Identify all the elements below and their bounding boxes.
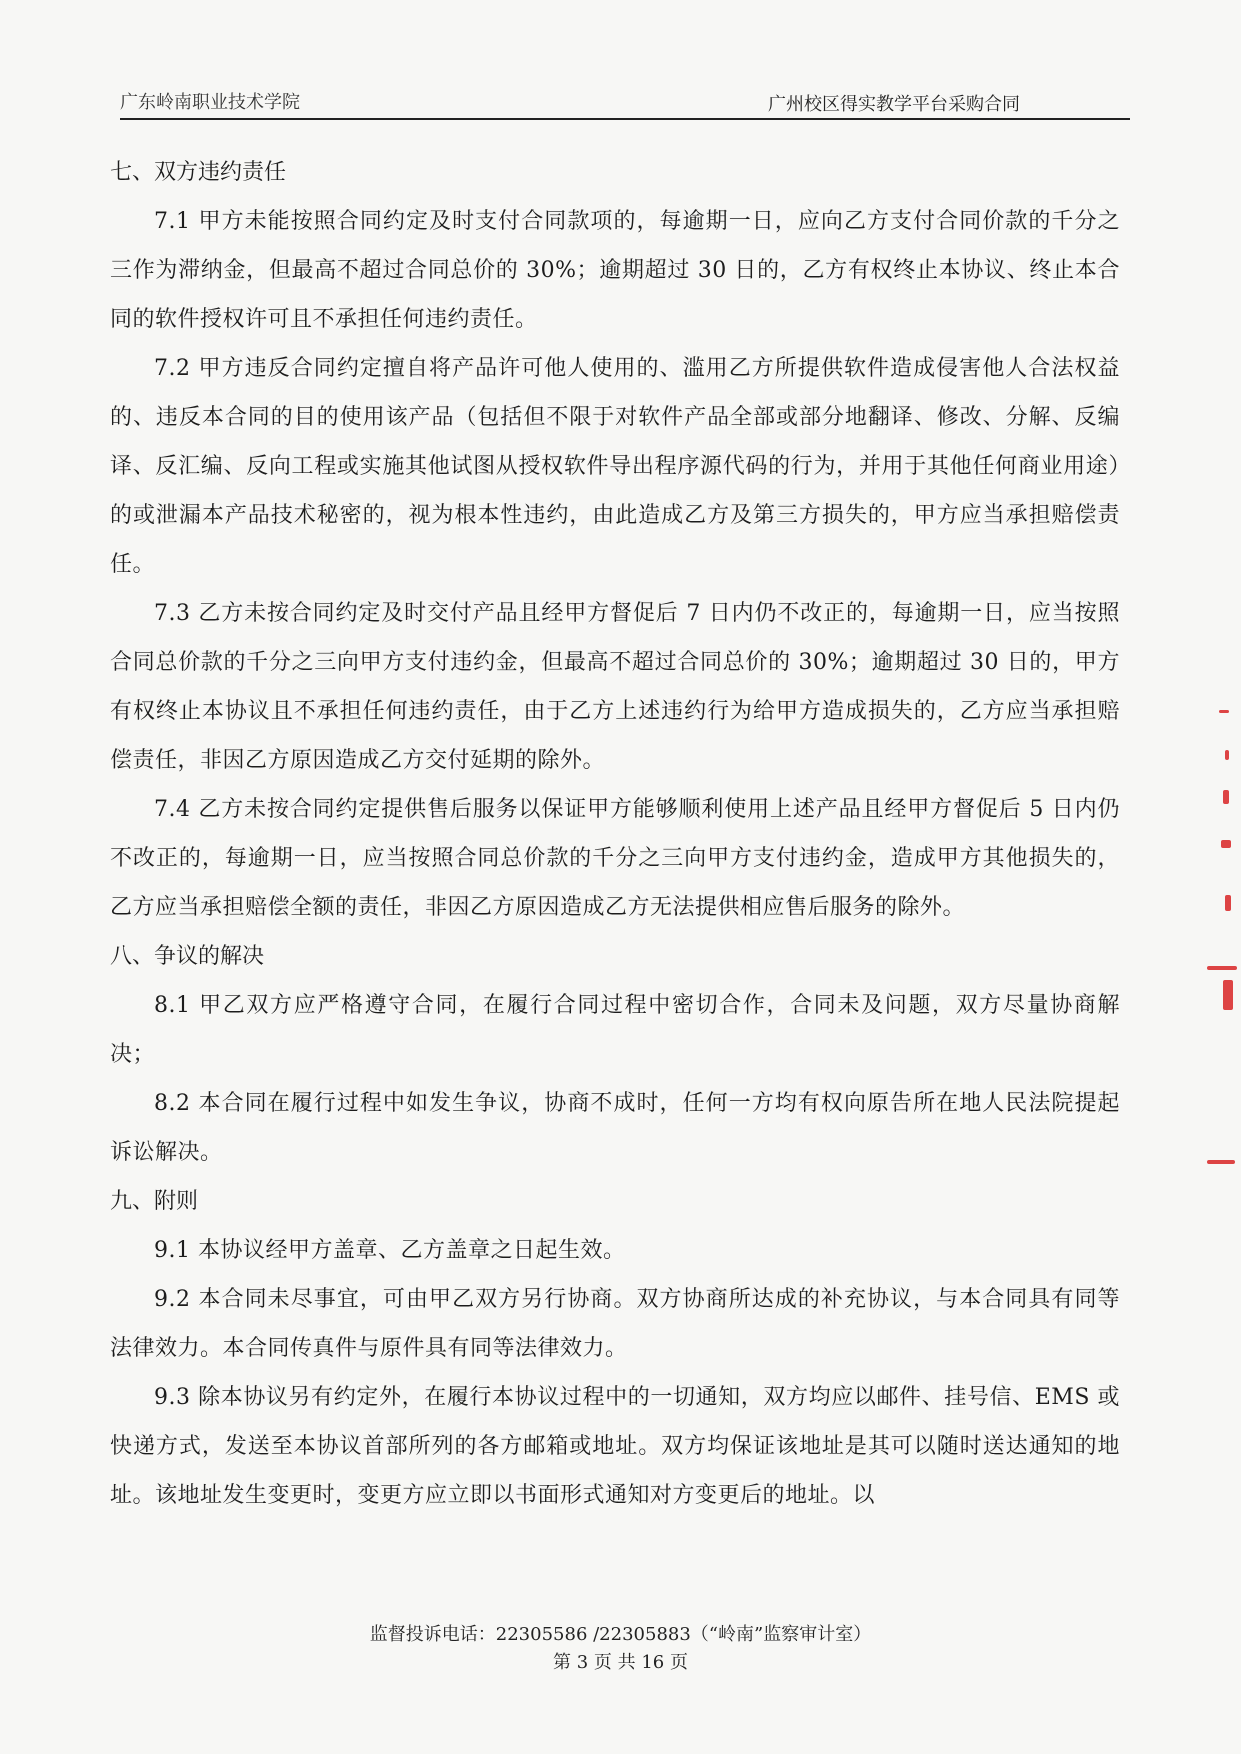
contract-title: 广州校区得实教学平台采购合同 xyxy=(768,94,1020,115)
seal-edge-marks xyxy=(1201,690,1241,1290)
clause-8-2: 8.2 本合同在履行过程中如发生争议，协商不成时，任何一方均有权向原告所在地人民法院提起诉讼解决。 xyxy=(110,1091,1120,1165)
clause-9-2: 9.2 本合同未尽事宜，可由甲乙双方另行协商。双方协商所达成的补充协议，与本合同具有同等法律效力。本合同传真件与原件具有同等法律效力。 xyxy=(110,1287,1120,1361)
clause-7-3: 7.3 乙方未按合同约定及时交付产品且经甲方督促后 7 日内仍不改正的，每逾期一日，应当按照合同总价款的千分之三向甲方支付违约金，但最高不超过合同总价的 30%；逾期超过 30 日的，甲方有权终止本协议且不承担任何违约责任，由于乙方上述违约行为给甲方造成损失的，乙方应当承担赔偿责任，非因乙方原因造成乙方交付延期的除外。 xyxy=(110,601,1120,773)
section-title: 七、双方违约责任 xyxy=(110,160,287,185)
clause-7-4: 7.4 乙方未按合同约定提供售后服务以保证甲方能够顺利使用上述产品且经甲方督促后 5 日内仍不改正的，每逾期一日，应当按照合同总价款的千分之三向甲方支付违约金，造成甲方其他损失的，乙方应当承担赔偿全额的责任，非因乙方原因造成乙方无法提供相应售后服务的除外。 xyxy=(110,797,1120,920)
section-title: 八、争议的解决 xyxy=(110,944,265,969)
section-title: 九、附则 xyxy=(110,1189,199,1214)
clause-8-1: 8.1 甲乙双方应严格遵守合同，在履行合同过程中密切合作，合同未及问题，双方尽量协商解决； xyxy=(110,993,1120,1067)
complaint-hotline: 监督投诉电话：22305586 /22305883（“岭南”监察审计室） xyxy=(369,1624,872,1645)
section-dispute xyxy=(110,932,1120,1177)
contract-body xyxy=(110,148,1120,1520)
page-number: 第 3 页 共 16 页 xyxy=(553,1652,688,1673)
section-supplementary xyxy=(110,1177,1120,1520)
clause-9-3: 9.3 除本协议另有约定外，在履行本协议过程中的一切通知，双方均应以邮件、挂号信、EMS 或快递方式，发送至本协议首部所列的各方邮箱或地址。双方均保证该地址是其可以随时送达通知的地址。该地址发生变更时，变更方应立即以书面形式通知对方变更后的地址。以 xyxy=(110,1385,1120,1508)
page-header xyxy=(120,84,1130,120)
school-name: 广东岭南职业技术学院 xyxy=(120,92,300,113)
clause-9-1: 9.1 本协议经甲方盖章、乙方盖章之日起生效。 xyxy=(154,1238,626,1263)
section-breach xyxy=(110,148,1120,932)
clause-7-1: 7.1 甲方未能按照合同约定及时支付合同款项的，每逾期一日，应向乙方支付合同价款的千分之三作为滞纳金，但最高不超过合同总价的 30%；逾期超过 30 日的，乙方有权终止本协议、终止本合同的软件授权许可且不承担任何违约责任。 xyxy=(110,209,1120,332)
clause-7-2: 7.2 甲方违反合同约定擅自将产品许可他人使用的、滥用乙方所提供软件造成侵害他人合法权益的、违反本合同的目的使用该产品（包括但不限于对软件产品全部或部分地翻译、修改、分解、反编译、反汇编、反向工程或实施其他试图从授权软件导出程序源代码的行为，并用于其他任何商业用途）的或泄漏本产品技术秘密的，视为根本性违约，由此造成乙方及第三方损失的，甲方应当承担赔偿责任。 xyxy=(110,356,1120,577)
